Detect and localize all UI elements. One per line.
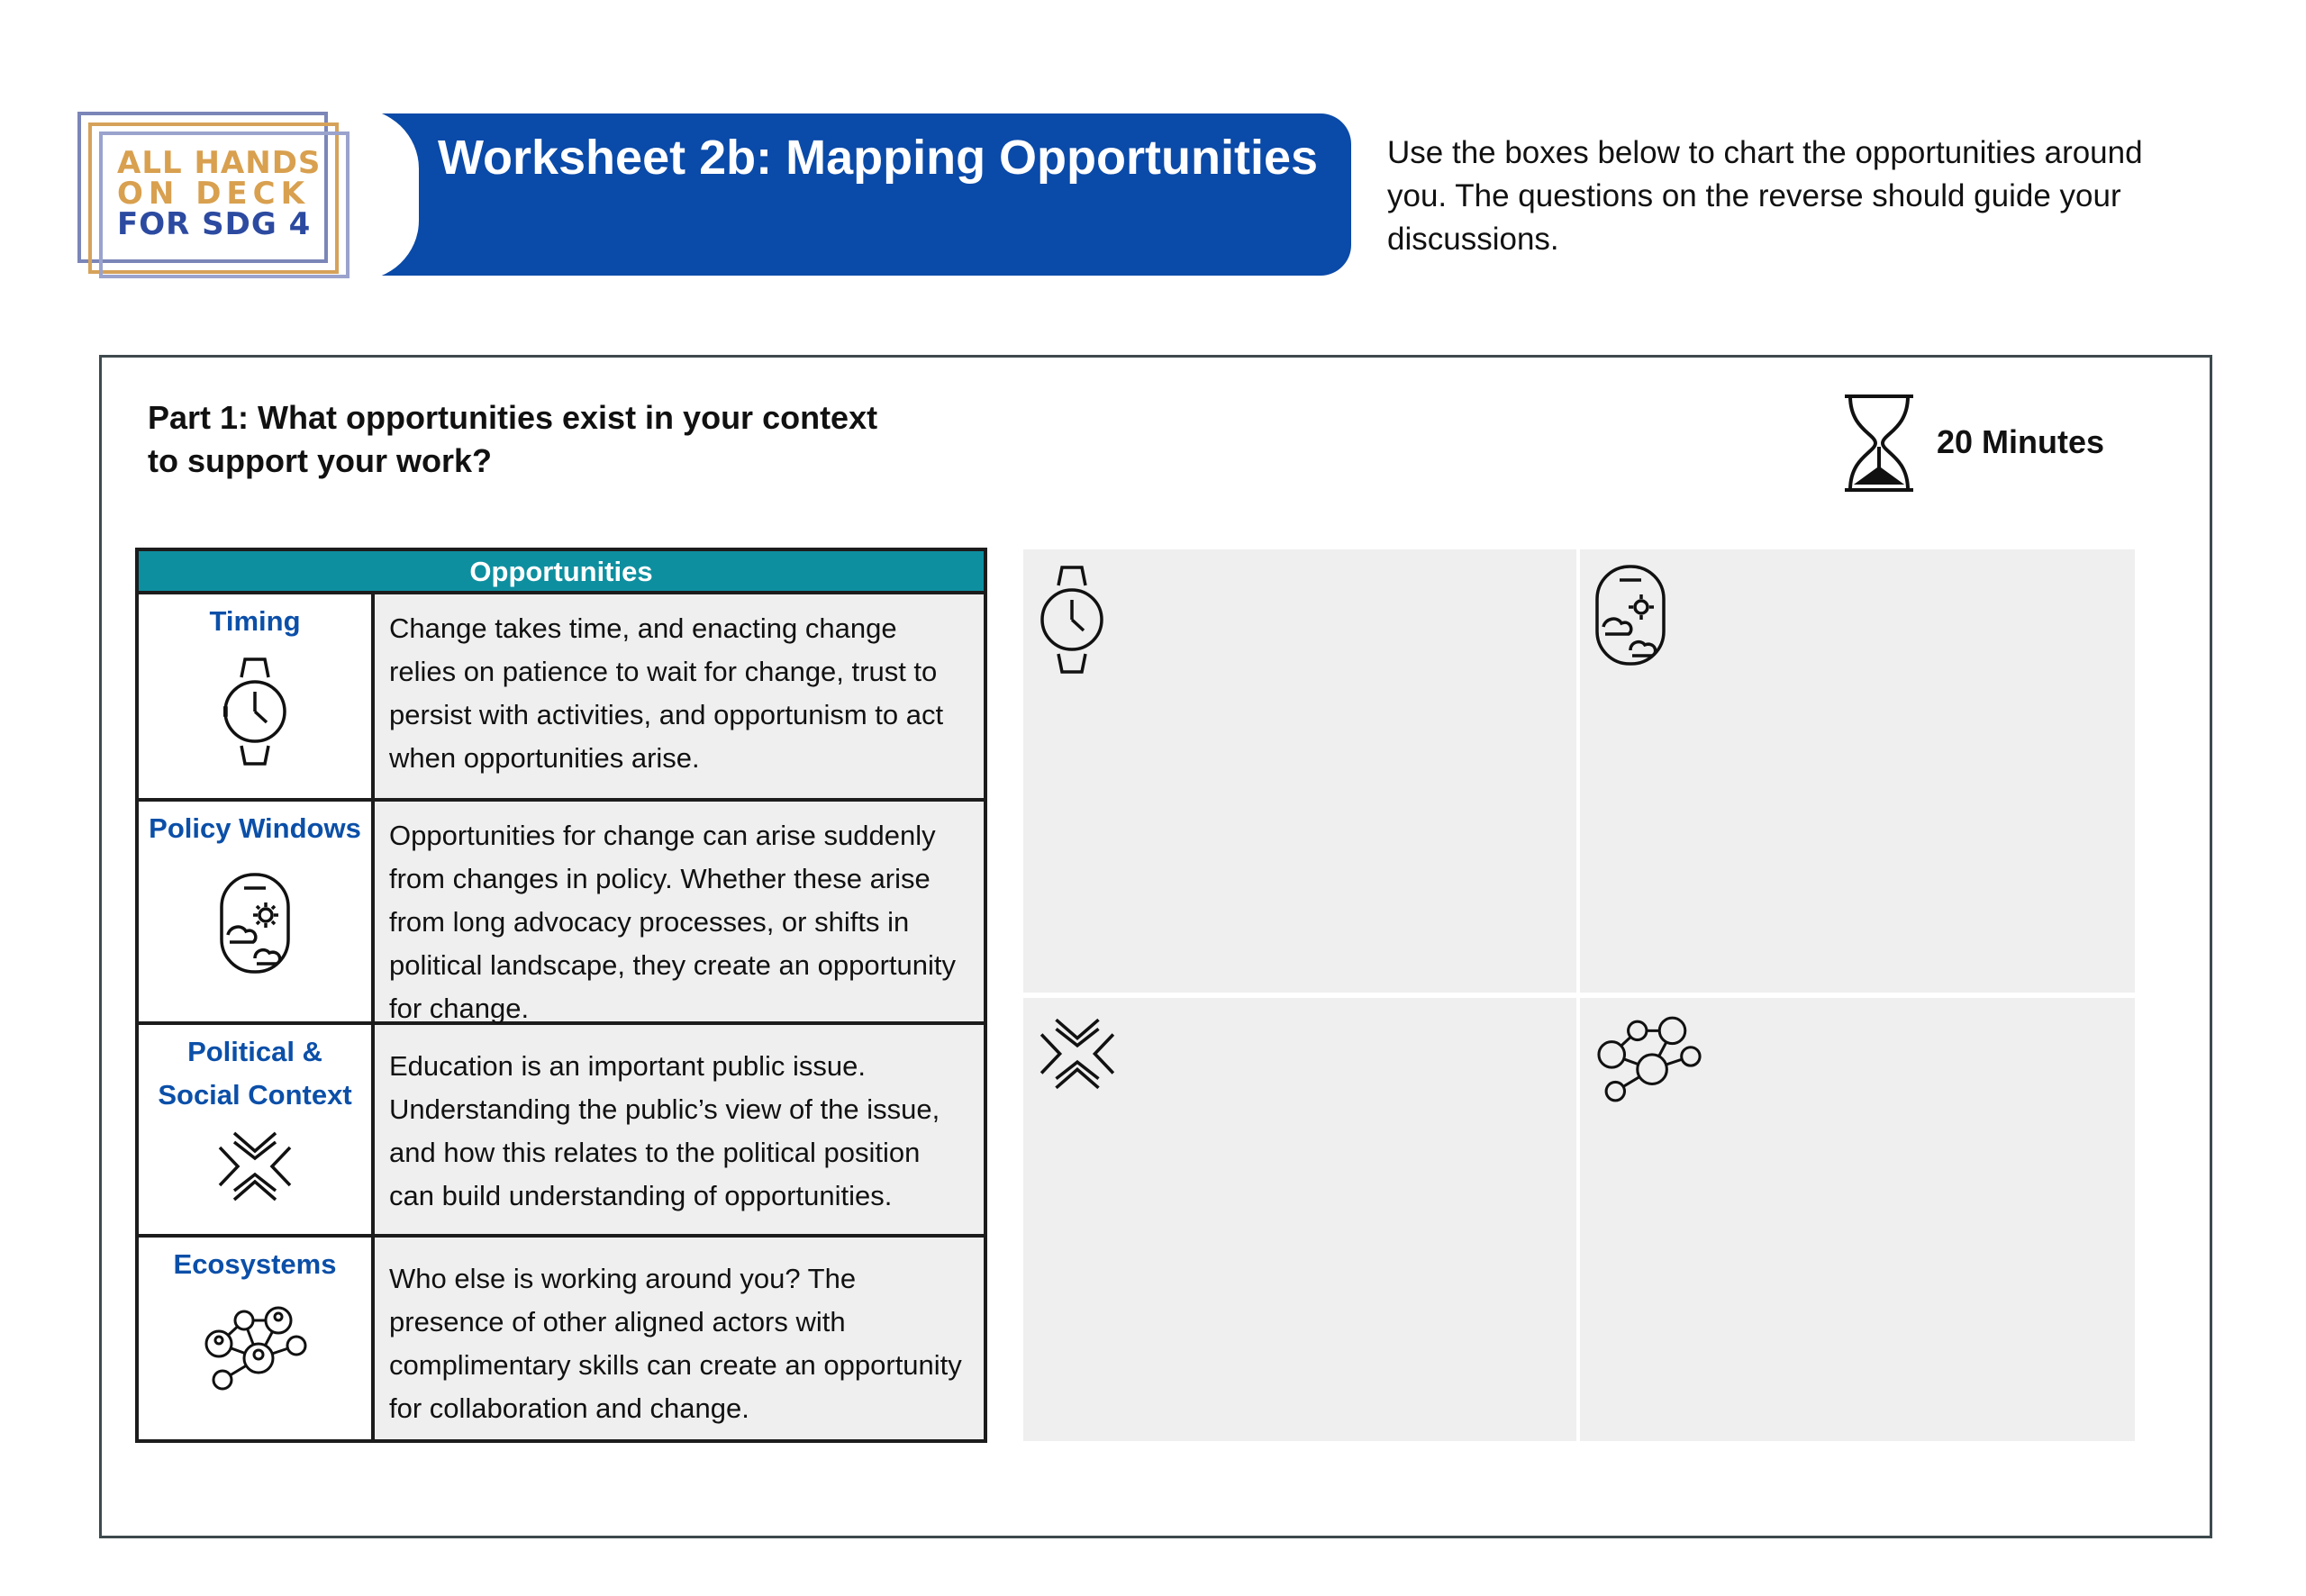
political-social-box[interactable] [1023, 998, 1576, 1441]
intro-text: Use the boxes below to chart the opportunities around you. The questions on the reverse should guide your discussions. [1387, 135, 2143, 257]
logo-line-1: ALL HANDS [117, 145, 322, 181]
table-row [139, 594, 984, 802]
window-weather-icon [1593, 564, 1668, 667]
timer-label: 20 Minutes [1937, 423, 2105, 460]
row-label: Timing [209, 605, 301, 637]
table-header: Opportunities [139, 551, 984, 594]
watch-icon [223, 656, 286, 767]
row-label: Policy Windows [149, 812, 361, 844]
policy-windows-box[interactable] [1580, 549, 2135, 993]
row-label: Ecosystems [173, 1248, 337, 1280]
watch-icon [1036, 564, 1108, 676]
network-icon [1593, 1012, 1704, 1108]
tension-icon [214, 1126, 295, 1207]
table-row [139, 1238, 984, 1439]
row-text: Opportunities for change can arise suddenly from changes in policy. Whether these arise from long advocacy processes, or shifts in political landscape, they create an opportunity for change. [375, 802, 984, 1021]
network-icon [201, 1302, 309, 1396]
timing-box[interactable] [1023, 549, 1576, 993]
row-text: Change takes time, and enacting change relies on patience to wait for change, trust to persist with activities, and opportunism to act when opportunities arise. [375, 594, 984, 798]
logo [77, 112, 348, 274]
table-row [139, 1025, 984, 1238]
tension-icon [1036, 1012, 1119, 1095]
page-title: Worksheet 2b: Mapping Opportunities [438, 131, 1319, 185]
table-row [139, 802, 984, 1025]
ecosystems-box[interactable] [1580, 998, 2135, 1441]
hourglass-icon [1841, 393, 1917, 494]
window-weather-icon [219, 872, 291, 975]
part-question: Part 1: What opportunities exist in your context to support your work? [148, 399, 878, 479]
row-label: Political & Social Context [158, 1036, 352, 1111]
logo-line-2: ON DECK [117, 176, 310, 212]
row-text: Education is an important public issue. Understanding the public’s view of the issue, and how this relates to the political position can build understanding of opportunities. [375, 1025, 984, 1234]
opportunities-table [135, 548, 987, 1443]
row-text: Who else is working around you? The presence of other aligned actors with complimentary skills can create an opportunity for collaboration and change. [375, 1238, 984, 1439]
logo-line-3: FOR SDG 4 [117, 206, 312, 242]
